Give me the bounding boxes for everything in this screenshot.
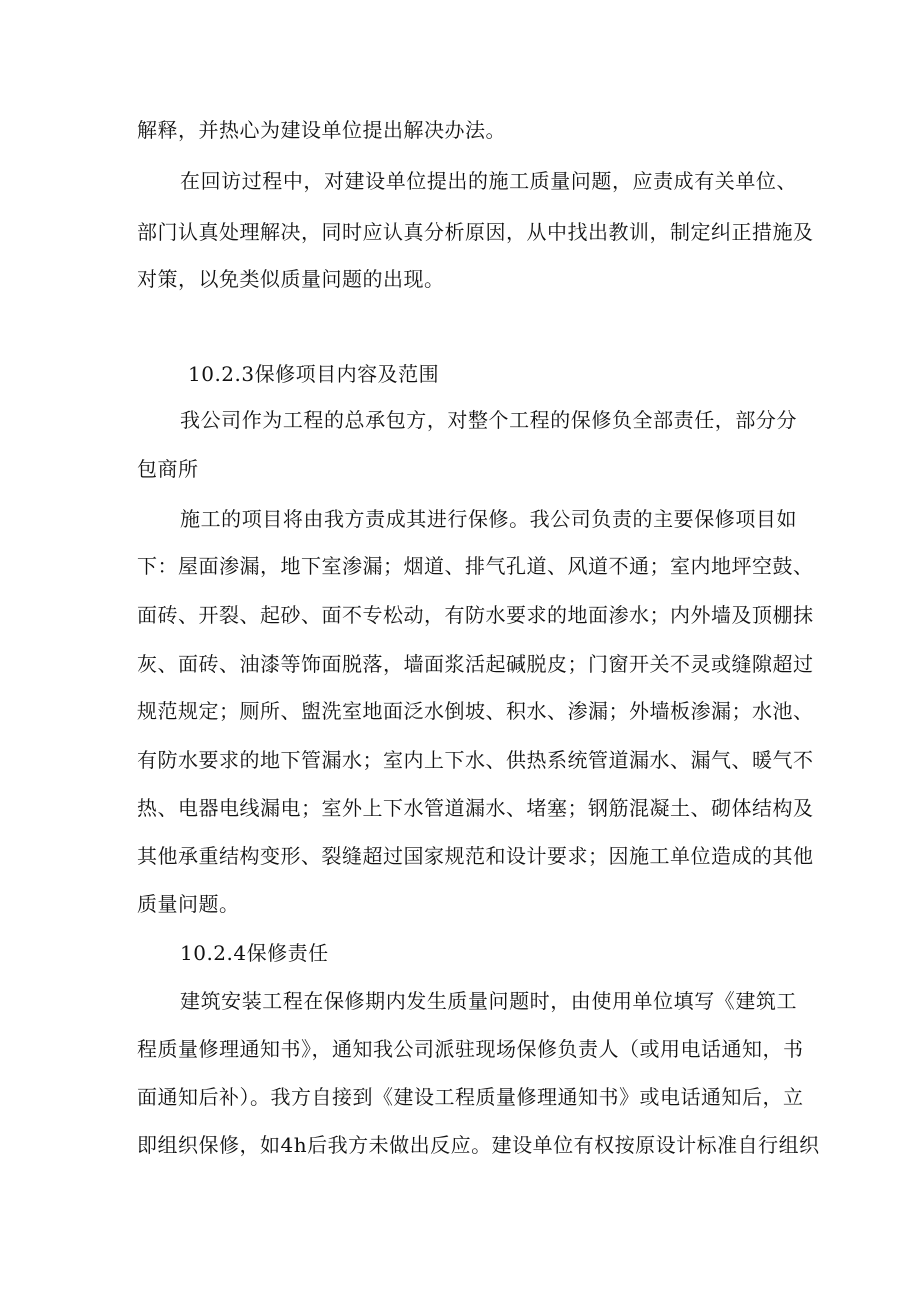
- paragraph-line: 即组织保修，如4h后我方未做出反应。建设单位有权按原设计标准自行组织: [137, 1133, 820, 1157]
- paragraph-line: 解释，并热心为建设单位提出解决办法。: [137, 118, 506, 142]
- paragraph-line: 部门认真处理解决，同时应认真分析原因，从中找出教训，制定纠正措施及: [137, 220, 814, 244]
- paragraph-line: 其他承重结构变形、裂缝超过国家规范和设计要求；因施工单位造成的其他: [137, 844, 814, 868]
- paragraph-line: 有防水要求的地下管漏水；室内上下水、供热系统管道漏水、漏气、暖气不: [137, 748, 814, 772]
- paragraph-line: 下：屋面渗漏，地下室渗漏；烟道、排气孔道、风道不通；室内地坪空鼓、: [137, 554, 814, 578]
- paragraph-line: 包商所: [137, 457, 199, 481]
- paragraph-line: 施工的项目将由我方责成其进行保修。我公司负责的主要保修项目如: [180, 507, 797, 531]
- paragraph-line: 规范规定；厕所、盥洗室地面泛水倒坡、积水、渗漏；外墙板渗漏；水池、: [137, 699, 814, 723]
- paragraph-line: 程质量修理通知书》，通知我公司派驻现场保修负责人（或用电话通知，书: [137, 1037, 804, 1061]
- paragraph-line: 对策，以免类似质量问题的出现。: [137, 267, 445, 291]
- paragraph-line: 面砖、开裂、起砂、面不专松动，有防水要求的地面渗水；内外墙及顶棚抹: [137, 603, 814, 627]
- paragraph-line: 热、电器电线漏电；室外上下水管道漏水、堵塞；钢筋混凝土、砌体结构及: [137, 796, 814, 820]
- paragraph-line: 建筑安装工程在保修期内发生质量问题时，由使用单位填写《建筑工: [180, 989, 797, 1013]
- paragraph-line: 面通知后补）。我方自接到《建设工程质量修理通知书》或电话通知后，立: [137, 1085, 804, 1109]
- paragraph-line: 我公司作为工程的总承包方，对整个工程的保修负全部责任，部分分: [180, 408, 797, 432]
- paragraph-line: 质量问题。: [137, 892, 240, 916]
- section-heading: 10.2.4保修责任: [180, 941, 329, 965]
- paragraph-line: 灰、面砖、油漆等饰面脱落，墙面浆活起碱脱皮；门窗开关不灵或缝隙超过: [137, 652, 814, 676]
- section-heading: 10.2.3保修项目内容及范围: [188, 362, 440, 386]
- paragraph-line: 在回访过程中，对建设单位提出的施工质量问题，应责成有关单位、: [180, 169, 797, 193]
